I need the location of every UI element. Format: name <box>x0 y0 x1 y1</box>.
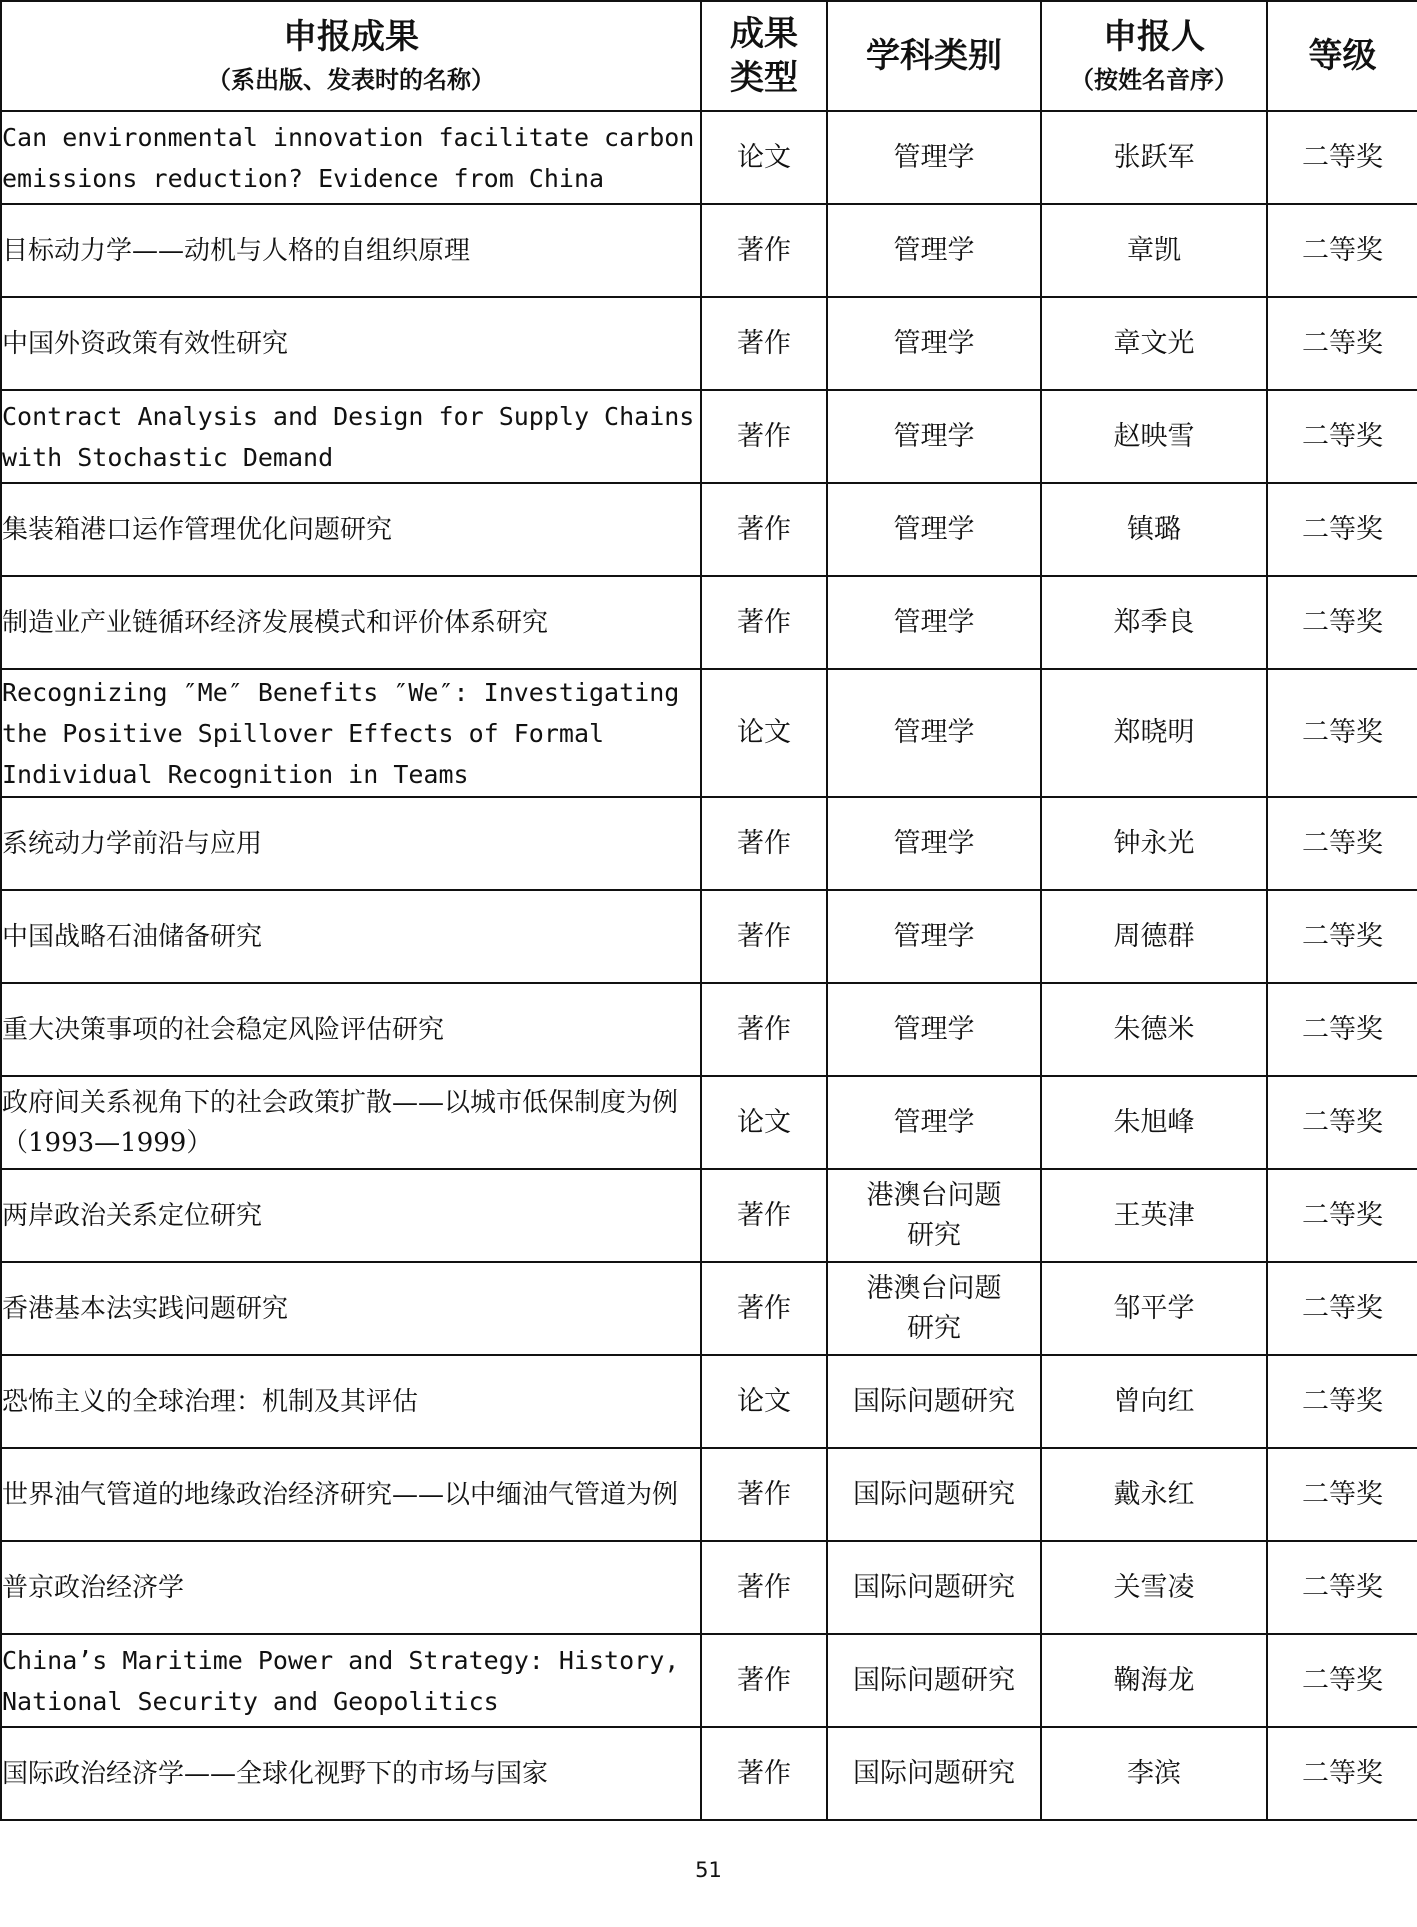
table-row <box>1 1541 1417 1634</box>
table-row <box>1 983 1417 1076</box>
cell-type: 论文 <box>701 1076 827 1169</box>
cell-type: 著作 <box>701 483 827 576</box>
cell-type: 著作 <box>701 297 827 390</box>
cell-applicant: 镇璐 <box>1041 483 1267 576</box>
cell-title: 恐怖主义的全球治理：机制及其评估 <box>1 1355 701 1448</box>
cell-grade: 二等奖 <box>1267 1355 1417 1448</box>
table-row <box>1 483 1417 576</box>
cell-subject: 国际问题研究 <box>827 1541 1041 1634</box>
table-row <box>1 890 1417 983</box>
cell-grade: 二等奖 <box>1267 1634 1417 1727</box>
cell-title: 两岸政治关系定位研究 <box>1 1169 701 1262</box>
cell-applicant: 朱旭峰 <box>1041 1076 1267 1169</box>
cell-subject: 管理学 <box>827 111 1041 204</box>
cell-title: 中国战略石油储备研究 <box>1 890 701 983</box>
cell-title: 集装箱港口运作管理优化问题研究 <box>1 483 701 576</box>
cell-type: 著作 <box>701 1169 827 1262</box>
header-type-line2: 类型 <box>730 58 798 98</box>
cell-title: 世界油气管道的地缘政治经济研究——以中缅油气管道为例 <box>1 1448 701 1541</box>
table-header <box>1 1 1417 111</box>
cell-type: 论文 <box>701 111 827 204</box>
cell-subject: 管理学 <box>827 1076 1041 1169</box>
header-title-sub: （系出版、发表时的名称） <box>207 66 495 94</box>
cell-title: Contract Analysis and Design for Supply Chains with Stochastic Demand <box>1 390 701 483</box>
cell-type: 著作 <box>701 1262 827 1355</box>
header-grade-label: 等级 <box>1308 36 1377 76</box>
cell-grade: 二等奖 <box>1267 1169 1417 1262</box>
cell-applicant: 赵映雪 <box>1041 390 1267 483</box>
header-applicant-sub: （按姓名音序） <box>1070 66 1238 94</box>
cell-subject: 国际问题研究 <box>827 1727 1041 1820</box>
cell-applicant: 章文光 <box>1041 297 1267 390</box>
table-row <box>1 1355 1417 1448</box>
cell-type: 著作 <box>701 890 827 983</box>
header-applicant-main: 申报人 <box>1103 17 1205 57</box>
cell-grade: 二等奖 <box>1267 576 1417 669</box>
cell-title: Can environmental innovation facilitate carbon emissions reduction? Evidence from China <box>1 111 701 204</box>
cell-grade: 二等奖 <box>1267 669 1417 797</box>
cell-grade: 二等奖 <box>1267 1727 1417 1820</box>
cell-subject: 国际问题研究 <box>827 1634 1041 1727</box>
cell-subject: 管理学 <box>827 797 1041 890</box>
cell-grade: 二等奖 <box>1267 1448 1417 1541</box>
table-body <box>1 111 1417 1820</box>
table-row <box>1 204 1417 297</box>
cell-grade: 二等奖 <box>1267 797 1417 890</box>
cell-title: China’s Maritime Power and Strategy: History, National Security and Geopolitics <box>1 1634 701 1727</box>
table-row <box>1 797 1417 890</box>
cell-applicant: 钟永光 <box>1041 797 1267 890</box>
cell-title: 国际政治经济学——全球化视野下的市场与国家 <box>1 1727 701 1820</box>
header-subject <box>827 1 1041 111</box>
cell-grade: 二等奖 <box>1267 483 1417 576</box>
table-row <box>1 111 1417 204</box>
cell-subject: 国际问题研究 <box>827 1448 1041 1541</box>
cell-title: 中国外资政策有效性研究 <box>1 297 701 390</box>
table-row <box>1 1076 1417 1169</box>
cell-subject: 港澳台问题研究 <box>827 1169 1041 1262</box>
cell-applicant: 邹平学 <box>1041 1262 1267 1355</box>
cell-subject: 管理学 <box>827 390 1041 483</box>
header-subject-label: 学科类别 <box>866 36 1002 76</box>
cell-type: 著作 <box>701 1727 827 1820</box>
cell-subject: 管理学 <box>827 669 1041 797</box>
cell-grade: 二等奖 <box>1267 890 1417 983</box>
cell-applicant: 曾向红 <box>1041 1355 1267 1448</box>
header-grade <box>1267 1 1417 111</box>
cell-grade: 二等奖 <box>1267 204 1417 297</box>
cell-grade: 二等奖 <box>1267 111 1417 204</box>
cell-type: 著作 <box>701 204 827 297</box>
cell-applicant: 张跃军 <box>1041 111 1267 204</box>
cell-subject: 管理学 <box>827 890 1041 983</box>
cell-applicant: 戴永红 <box>1041 1448 1267 1541</box>
cell-grade: 二等奖 <box>1267 1541 1417 1634</box>
cell-applicant: 章凯 <box>1041 204 1267 297</box>
cell-title: Recognizing ″Me″ Benefits ″We″: Investigating the Positive Spillover Effects of Formal Individual Recognition in Teams <box>1 669 701 797</box>
cell-subject: 国际问题研究 <box>827 1355 1041 1448</box>
cell-title: 系统动力学前沿与应用 <box>1 797 701 890</box>
table-row <box>1 576 1417 669</box>
cell-applicant: 朱德米 <box>1041 983 1267 1076</box>
cell-type: 著作 <box>701 983 827 1076</box>
cell-applicant: 郑季良 <box>1041 576 1267 669</box>
table-row <box>1 1727 1417 1820</box>
cell-type: 著作 <box>701 576 827 669</box>
cell-title: 普京政治经济学 <box>1 1541 701 1634</box>
cell-title: 重大决策事项的社会稳定风险评估研究 <box>1 983 701 1076</box>
cell-applicant: 关雪凌 <box>1041 1541 1267 1634</box>
cell-applicant: 李滨 <box>1041 1727 1267 1820</box>
cell-grade: 二等奖 <box>1267 1076 1417 1169</box>
header-type-line1: 成果 <box>730 14 798 54</box>
cell-title: 目标动力学——动机与人格的自组织原理 <box>1 204 701 297</box>
table-row <box>1 1169 1417 1262</box>
cell-type: 著作 <box>701 797 827 890</box>
header-row <box>1 1 1417 111</box>
table-row <box>1 669 1417 797</box>
cell-type: 著作 <box>701 1634 827 1727</box>
header-title <box>1 1 701 111</box>
cell-applicant: 郑晓明 <box>1041 669 1267 797</box>
cell-title: 政府间关系视角下的社会政策扩散——以城市低保制度为例（1993—1999） <box>1 1076 701 1169</box>
cell-type: 著作 <box>701 1448 827 1541</box>
cell-type: 著作 <box>701 390 827 483</box>
cell-grade: 二等奖 <box>1267 983 1417 1076</box>
table-row <box>1 297 1417 390</box>
cell-applicant: 鞠海龙 <box>1041 1634 1267 1727</box>
cell-subject: 管理学 <box>827 983 1041 1076</box>
table-row <box>1 1448 1417 1541</box>
cell-grade: 二等奖 <box>1267 390 1417 483</box>
page-number: 51 <box>695 1858 722 1882</box>
cell-subject: 管理学 <box>827 204 1041 297</box>
cell-subject: 管理学 <box>827 483 1041 576</box>
cell-type: 论文 <box>701 1355 827 1448</box>
cell-grade: 二等奖 <box>1267 1262 1417 1355</box>
table-row <box>1 390 1417 483</box>
table-row <box>1 1262 1417 1355</box>
cell-title: 香港基本法实践问题研究 <box>1 1262 701 1355</box>
header-applicant <box>1041 1 1267 111</box>
cell-applicant: 周德群 <box>1041 890 1267 983</box>
table-row <box>1 1634 1417 1727</box>
cell-grade: 二等奖 <box>1267 297 1417 390</box>
cell-type: 论文 <box>701 669 827 797</box>
cell-type: 著作 <box>701 1541 827 1634</box>
header-title-main: 申报成果 <box>283 17 419 57</box>
header-type <box>701 1 827 111</box>
cell-subject: 管理学 <box>827 576 1041 669</box>
cell-subject: 港澳台问题研究 <box>827 1262 1041 1355</box>
cell-subject: 管理学 <box>827 297 1041 390</box>
cell-applicant: 王英津 <box>1041 1169 1267 1262</box>
cell-title: 制造业产业链循环经济发展模式和评价体系研究 <box>1 576 701 669</box>
